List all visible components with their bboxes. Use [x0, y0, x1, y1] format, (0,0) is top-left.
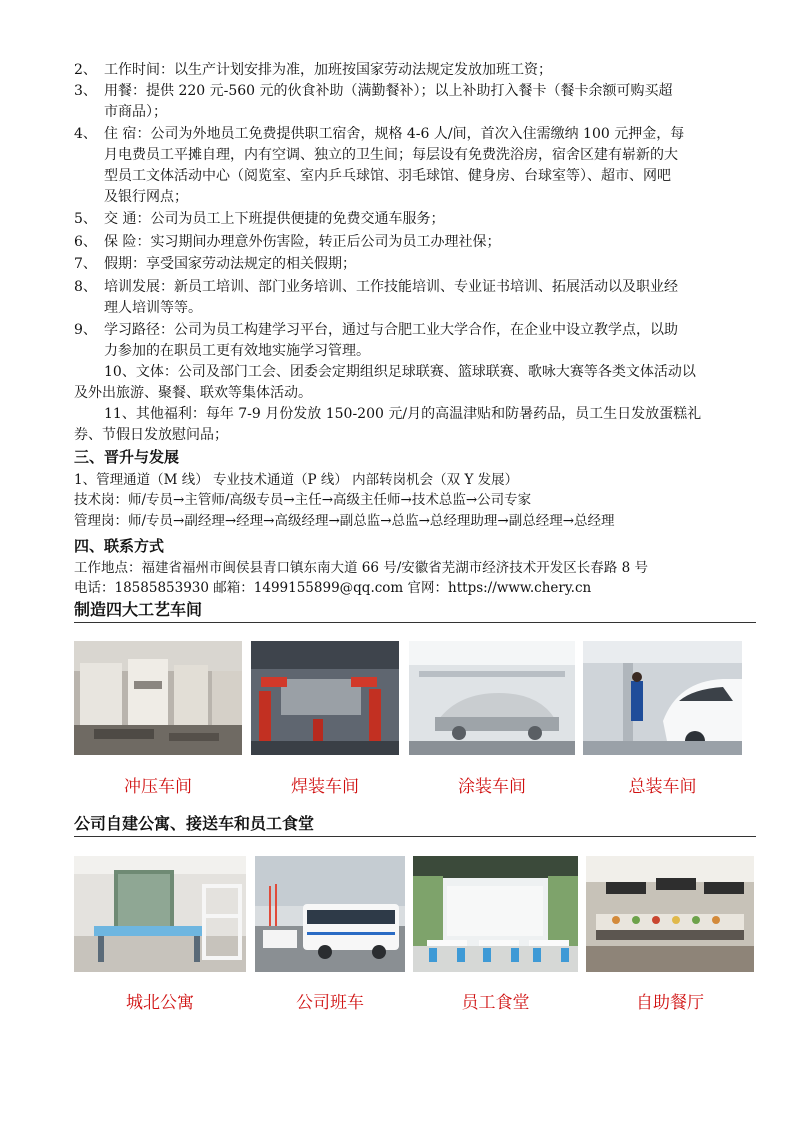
item-number: 9、 — [74, 322, 97, 338]
item-text — [74, 362, 754, 404]
management-path: 管理岗：师/专员→副经理→经理→高级经理→副总监→总监→总经理助理→副总经理→总经理 — [74, 513, 615, 529]
item-line: 用餐：提供 220 元-560 元的伙食补助（满勤餐补）；以上补助打入餐卡（餐卡余额可购买超 — [104, 83, 673, 99]
item-number: 3、 — [74, 83, 97, 99]
painting-workshop-photo — [409, 641, 575, 755]
item-number: 2、 — [74, 62, 97, 78]
item-line: 型员工文体活动中心（阅览室、室内乒乓球馆、羽毛球馆、健身房、台球室等）、超市、网吧 — [104, 168, 671, 184]
workshop-caption: 冲压车间 — [124, 777, 192, 797]
list-item — [74, 362, 754, 404]
facility-caption: 城北公寓 — [126, 993, 194, 1013]
item-text — [74, 124, 754, 208]
shuttle-bus-photo — [255, 856, 405, 972]
list-item — [74, 320, 754, 362]
list-item — [74, 124, 754, 208]
item-number: 7、 — [74, 256, 97, 272]
item-text: 保 险：实习期间办理意外伤害险，转正后公司为员工办理社保； — [104, 234, 501, 250]
item-line: 学习路径：公司为员工构建学习平台，通过与合肥工业大学合作，在企业中设立教学点，以助 — [104, 322, 678, 338]
facilities-title: 公司自建公寓、接送车和员工食堂 — [74, 814, 315, 833]
item-line: 月电费员工平摊自理，内有空调、独立的卫生间；每层设有免费洗浴房，宿舍区建有崭新的大 — [104, 147, 678, 163]
item-line: 及外出旅游、聚餐、联欢等集体活动。 — [74, 385, 312, 401]
workshop-caption: 涂装车间 — [458, 777, 526, 797]
facility-caption: 自助餐厅 — [636, 993, 704, 1013]
item-text: 交 通：公司为员工上下班提供便捷的免费交通车服务； — [104, 211, 445, 227]
list-item — [74, 81, 754, 123]
technical-path: 技术岗：师/专员→主管师/高级专员→主任→高级主任师→技术总监→公司专家 — [74, 492, 532, 508]
stamping-workshop-photo — [74, 641, 242, 755]
item-line: 市商品）； — [104, 104, 167, 120]
facility-caption: 员工食堂 — [461, 993, 530, 1013]
list-item — [74, 60, 754, 81]
assembly-workshop-photo — [583, 641, 742, 755]
title-divider — [74, 622, 756, 623]
item-line: 力参加的在职员工更有效地实施学习管理。 — [104, 343, 370, 359]
contact-info: 电话：18585853930 邮箱：1499155899@qq.com 官网：https://www.chery.cn — [74, 580, 592, 596]
item-text — [74, 277, 754, 319]
item-line: 培训发展：新员工培训、部门业务培训、工作技能培训、专业证书培训、拓展活动以及职业经 — [104, 279, 678, 295]
item-number: 8、 — [74, 279, 97, 295]
item-number: 10、 — [104, 364, 136, 380]
item-number: 5、 — [74, 211, 97, 227]
item-text — [74, 404, 754, 446]
item-number: 11、 — [104, 406, 136, 422]
item-text: 假期：享受国家劳动法规定的相关假期； — [104, 256, 356, 272]
item-number: 6、 — [74, 234, 97, 250]
list-item — [74, 277, 754, 319]
work-address: 工作地点：福建省福州市闽侯县青口镇东南大道 66 号/安徽省芜湖市经济技术开发区长春路 8 号 — [74, 560, 648, 576]
item-number: 4、 — [74, 126, 97, 142]
section-heading: 四、联系方式 — [74, 537, 165, 555]
workshop-caption: 总装车间 — [628, 777, 697, 797]
section-heading: 三、晋升与发展 — [74, 448, 180, 466]
list-item — [74, 254, 754, 275]
workshops-title: 制造四大工艺车间 — [74, 600, 203, 619]
item-line: 理人培训等等。 — [104, 300, 202, 316]
promotion-channels: 1、管理通道（M 线） 专业技术通道（P 线） 内部转岗机会（双 Y 发展） — [74, 472, 519, 488]
list-item — [74, 404, 754, 446]
facility-caption: 公司班车 — [296, 993, 364, 1013]
dormitory-photo — [74, 856, 246, 972]
welding-workshop-photo — [251, 641, 399, 755]
item-line: 其他福利：每年 7-9 月份发放 150-200 元/月的高温津贴和防暑药品，员工生日发放蛋糕礼 — [135, 406, 702, 422]
item-line: 及银行网点； — [104, 189, 188, 205]
item-text: 工作时间：以生产计划安排为准，加班按国家劳动法规定发放加班工资； — [104, 62, 552, 78]
item-text — [74, 320, 754, 362]
item-line: 文体：公司及部门工会、团委会定期组织足球联赛、篮球联赛、歌咏大赛等各类文体活动以 — [135, 364, 696, 380]
buffet-photo — [586, 856, 754, 972]
title-divider — [74, 836, 756, 837]
workshop-caption: 焊装车间 — [291, 777, 359, 797]
item-line: 住 宿：公司为外地员工免费提供职工宿舍，规格 4-6 人/间，首次入住需缴纳 100 元押金，每 — [104, 126, 685, 142]
list-item — [74, 232, 754, 253]
canteen-photo — [413, 856, 578, 972]
list-item — [74, 209, 754, 230]
item-text — [74, 81, 754, 123]
item-line: 券、节假日发放慰问品； — [74, 427, 228, 443]
